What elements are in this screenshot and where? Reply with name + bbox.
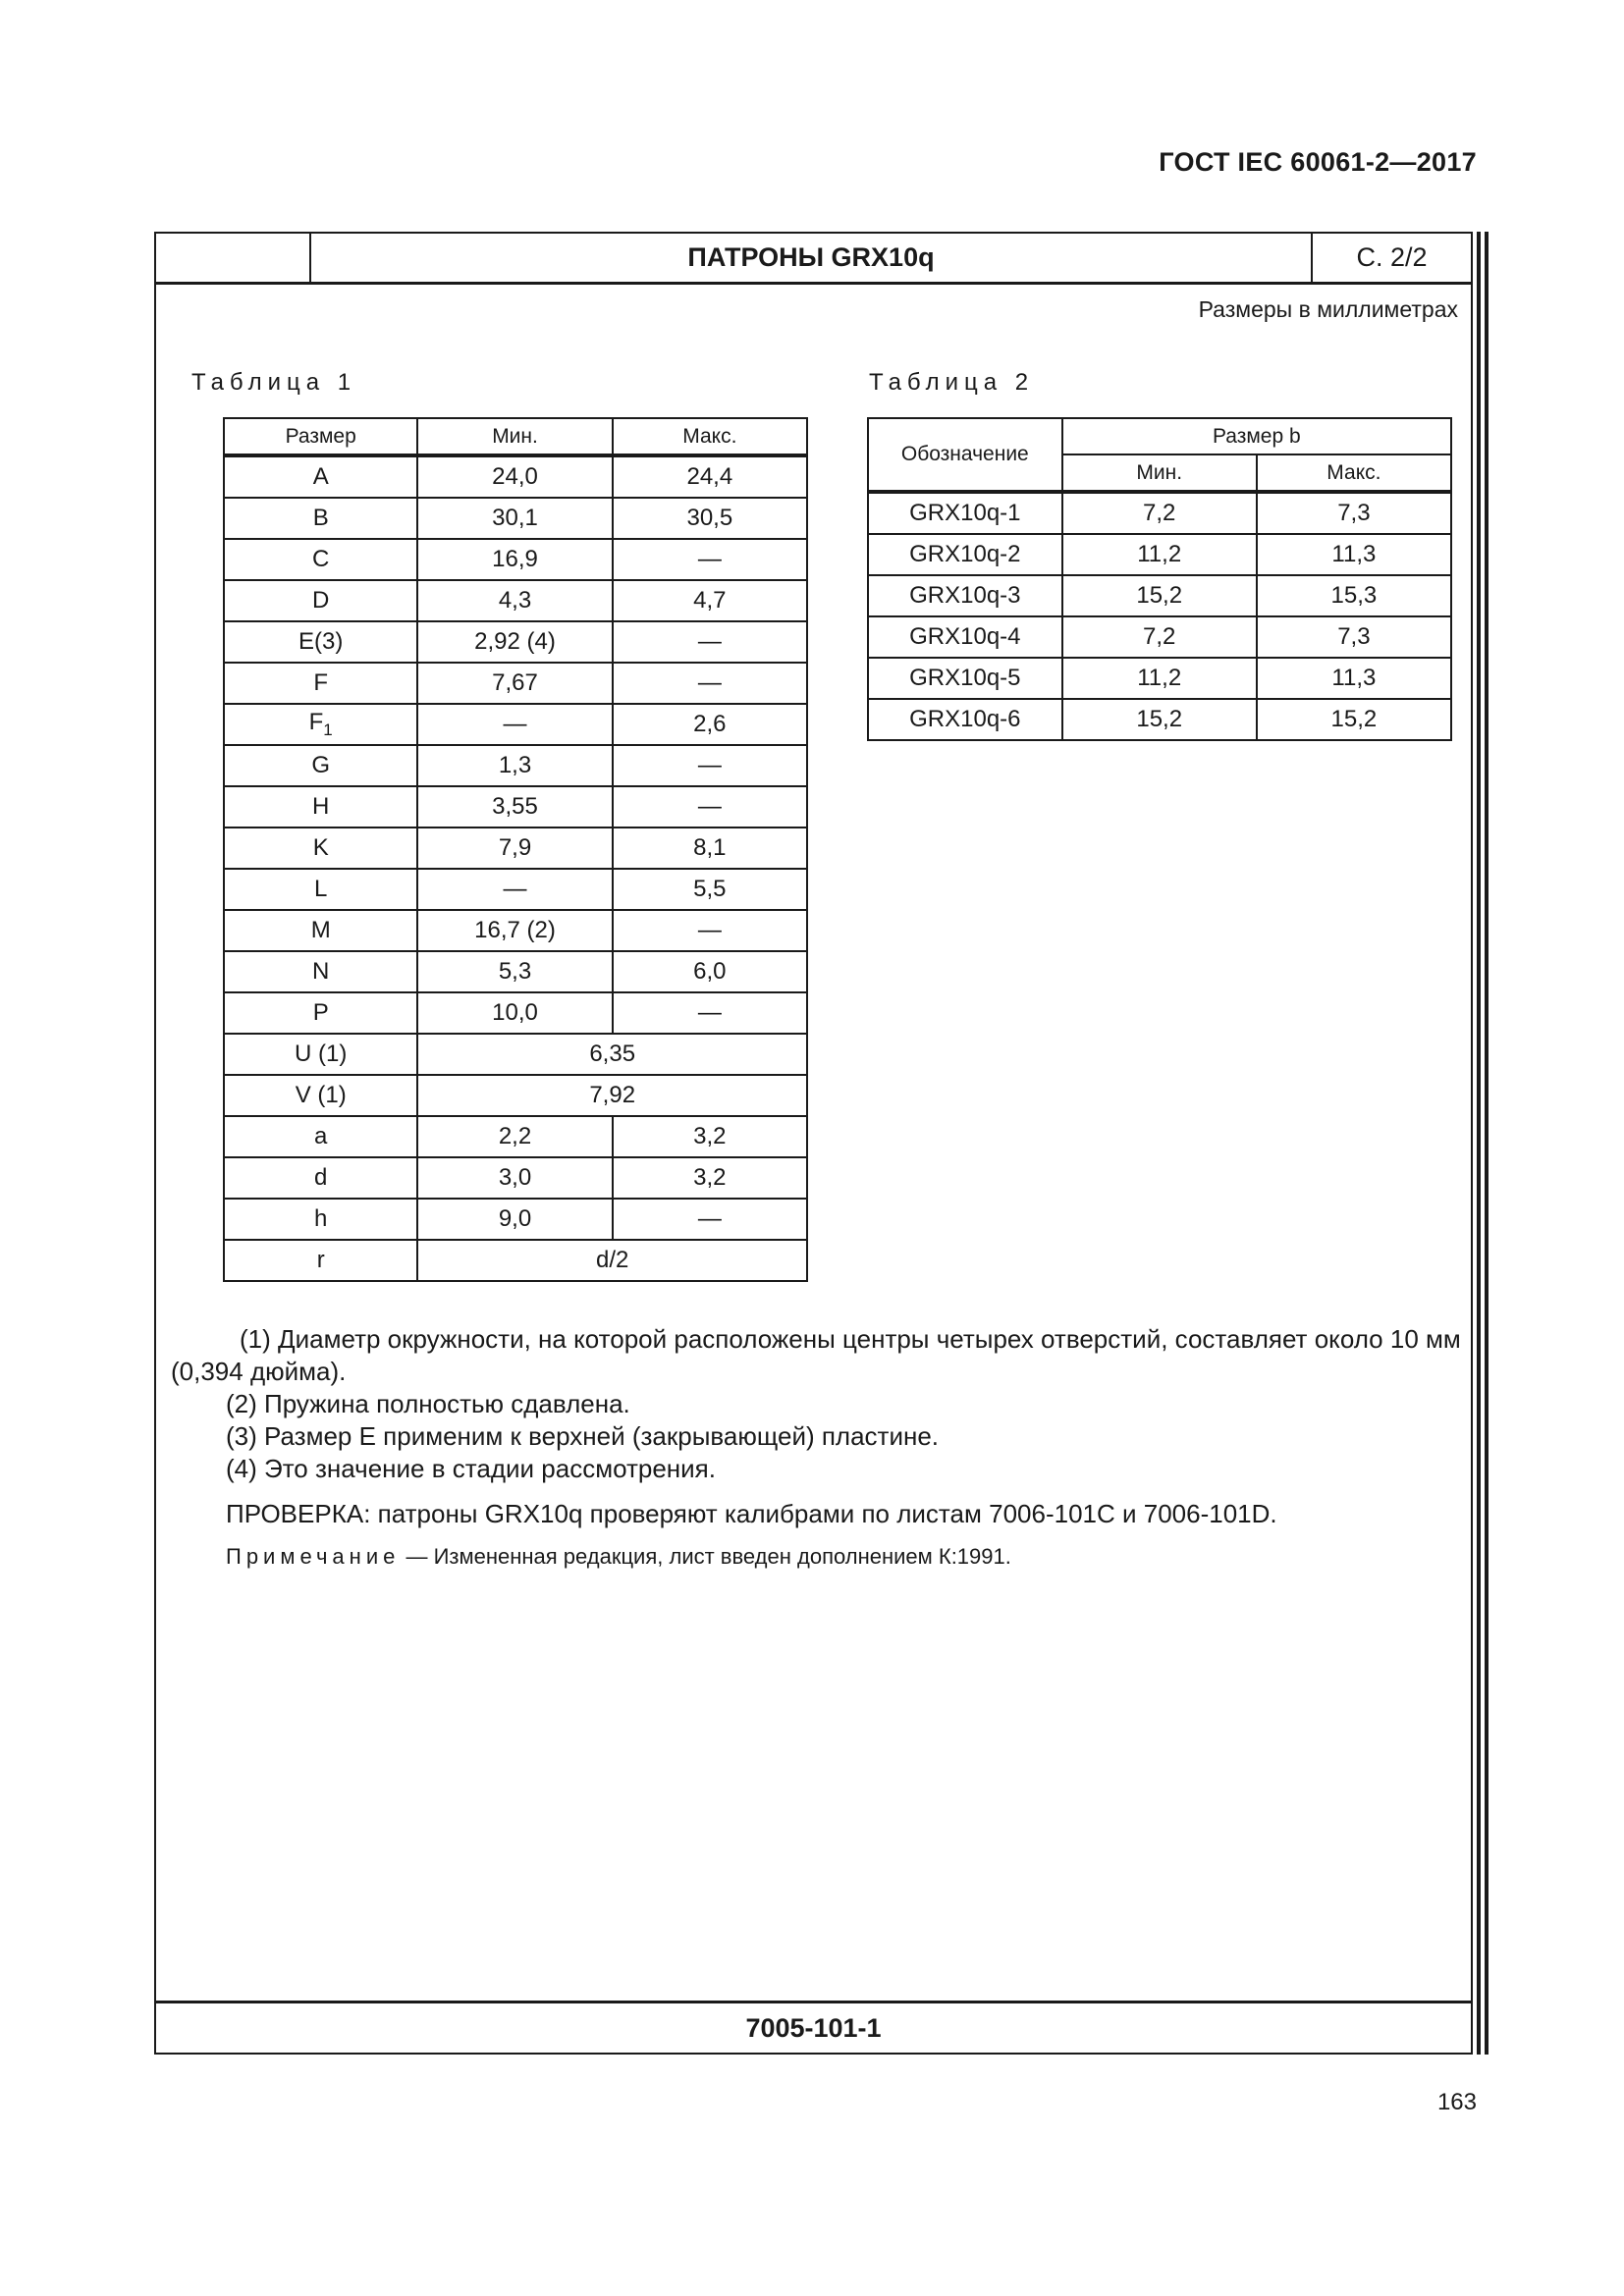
- size-cell: [224, 828, 417, 869]
- min-cell: 15,2: [1062, 699, 1257, 740]
- notes-block: [156, 1323, 1471, 1573]
- table-row: [224, 455, 807, 498]
- dimensions-table: [223, 417, 808, 1282]
- size-cell: [224, 745, 417, 786]
- max-cell: 3,2: [613, 1116, 807, 1157]
- table-row: [868, 616, 1451, 658]
- size-label: G: [311, 752, 331, 778]
- table-row: [224, 621, 807, 663]
- min-cell: 5,3: [417, 951, 612, 992]
- size-label: H: [312, 793, 330, 820]
- min-cell: 2,92 (4): [417, 621, 612, 663]
- table-row: [224, 828, 807, 869]
- table-row: [224, 1240, 807, 1281]
- table1-header-size: Размер: [224, 418, 417, 455]
- standard-number: ГОСТ IEC 60061-2—2017: [1159, 147, 1477, 177]
- size-cell: [224, 621, 417, 663]
- size-cell: [224, 1199, 417, 1240]
- sheet-footer: 7005-101-1: [156, 2001, 1471, 2053]
- value-cell: 7,92: [417, 1075, 807, 1116]
- max-cell: 4,7: [613, 580, 807, 621]
- table-row: [224, 910, 807, 951]
- min-cell: 10,0: [417, 992, 612, 1034]
- size-cell: [224, 455, 417, 498]
- max-cell: 15,2: [1257, 699, 1451, 740]
- size-label: r: [316, 1247, 325, 1273]
- max-cell: 2,6: [613, 704, 807, 745]
- max-cell: 30,5: [613, 498, 807, 539]
- max-cell: 5,5: [613, 869, 807, 910]
- size-cell: [224, 498, 417, 539]
- designation-cell: GRX10q-5: [868, 658, 1062, 699]
- sheet-page: С. 2/2: [1356, 242, 1428, 272]
- max-cell: 11,3: [1257, 534, 1451, 575]
- table-row: [224, 498, 807, 539]
- table-row: [224, 1199, 807, 1240]
- size-label: K: [312, 834, 329, 861]
- size-cell: [224, 786, 417, 828]
- max-cell: 7,3: [1257, 616, 1451, 658]
- min-cell: 7,2: [1062, 616, 1257, 658]
- table-row: [224, 992, 807, 1034]
- table-row: [224, 951, 807, 992]
- size-label: B: [312, 505, 329, 531]
- max-cell: —: [613, 745, 807, 786]
- max-cell: —: [613, 621, 807, 663]
- min-cell: 4,3: [417, 580, 612, 621]
- size-label: N: [312, 958, 330, 985]
- min-cell: —: [417, 869, 612, 910]
- table-row: [868, 575, 1451, 616]
- max-cell: 6,0: [613, 951, 807, 992]
- size-cell: [224, 704, 417, 745]
- designation-cell: GRX10q-2: [868, 534, 1062, 575]
- min-cell: 9,0: [417, 1199, 612, 1240]
- units-note: Размеры в миллиметрах: [1198, 296, 1458, 322]
- min-cell: —: [417, 704, 612, 745]
- verification-text: ПРОВЕРКА: патроны GRX10q проверяют калибрами по листам 7006-101C и 7006-101D.: [226, 1499, 1277, 1528]
- table2-caption: Таблица 2: [869, 369, 1035, 396]
- value-cell: 6,35: [417, 1034, 807, 1075]
- sheet-header: [156, 234, 1471, 285]
- table2-header-designation: Обозначение: [868, 418, 1062, 492]
- header-blank-cell: [156, 234, 311, 282]
- min-cell: 24,0: [417, 455, 612, 498]
- designation-cell: GRX10q-1: [868, 492, 1062, 534]
- max-cell: 15,3: [1257, 575, 1451, 616]
- min-cell: 3,0: [417, 1157, 612, 1199]
- table-row: [224, 539, 807, 580]
- size-cell: [224, 869, 417, 910]
- table-row: [868, 534, 1451, 575]
- size-cell: [224, 1157, 417, 1199]
- min-cell: 7,67: [417, 663, 612, 704]
- page-number: 163: [1436, 2089, 1477, 2115]
- size-cell: [224, 951, 417, 992]
- min-cell: 15,2: [1062, 575, 1257, 616]
- size-cell: [224, 539, 417, 580]
- footnote-2: (2) Пружина полностью сдавлена.: [226, 1389, 630, 1418]
- sheet-title: ПАТРОНЫ GRX10q: [311, 234, 1313, 282]
- size-label: V (1): [295, 1082, 347, 1108]
- max-cell: —: [613, 992, 807, 1034]
- min-cell: 30,1: [417, 498, 612, 539]
- size-cell: [224, 910, 417, 951]
- size-label: U (1): [295, 1041, 348, 1067]
- designation-cell: GRX10q-4: [868, 616, 1062, 658]
- table-row: [224, 1157, 807, 1199]
- remark: [156, 1540, 1471, 1573]
- size-cell: [224, 1116, 417, 1157]
- footnote-4: (4) Это значение в стадии рассмотрения.: [226, 1454, 716, 1483]
- designation-cell: GRX10q-3: [868, 575, 1062, 616]
- sheet-frame: [154, 232, 1473, 2055]
- size-label: A: [312, 463, 329, 490]
- table1-header-min: Мин.: [417, 418, 612, 455]
- frame-rail: [1477, 232, 1481, 2055]
- table-row: [224, 1116, 807, 1157]
- table-row: [224, 663, 807, 704]
- min-cell: 16,9: [417, 539, 612, 580]
- size-label: D: [312, 587, 330, 614]
- size-label: d: [314, 1164, 328, 1191]
- table-row: [224, 704, 807, 745]
- min-cell: 3,55: [417, 786, 612, 828]
- max-cell: 3,2: [613, 1157, 807, 1199]
- table2-header-min: Мин.: [1062, 454, 1257, 492]
- table-row: [868, 658, 1451, 699]
- size-label: P: [312, 999, 329, 1026]
- size-label: F: [313, 669, 329, 696]
- size-subscript: 1: [323, 720, 333, 739]
- table-row: [868, 492, 1451, 534]
- min-cell: 2,2: [417, 1116, 612, 1157]
- size-cell: [224, 663, 417, 704]
- max-cell: 24,4: [613, 455, 807, 498]
- size-cell: [224, 1075, 417, 1116]
- max-cell: 11,3: [1257, 658, 1451, 699]
- table1-header-max: Макс.: [613, 418, 807, 455]
- size-label: M: [310, 917, 331, 943]
- designation-cell: GRX10q-6: [868, 699, 1062, 740]
- min-cell: 1,3: [417, 745, 612, 786]
- max-cell: 8,1: [613, 828, 807, 869]
- size-label: h: [314, 1205, 328, 1232]
- max-cell: —: [613, 786, 807, 828]
- min-cell: 11,2: [1062, 658, 1257, 699]
- size-label: a: [314, 1123, 328, 1149]
- size-cell: [224, 992, 417, 1034]
- max-cell: —: [613, 539, 807, 580]
- max-cell: —: [613, 663, 807, 704]
- footnote-1: (1) Диаметр окружности, на которой расположены центры четырех отверстий, составляет около 10 мм (0,394 дюйма).: [171, 1324, 1461, 1386]
- min-cell: 7,2: [1062, 492, 1257, 534]
- table-row: [224, 869, 807, 910]
- table1-header-row: [224, 418, 807, 455]
- table-row: [224, 786, 807, 828]
- max-cell: 7,3: [1257, 492, 1451, 534]
- size-cell: [224, 1034, 417, 1075]
- table-row: [868, 699, 1451, 740]
- table-row: [224, 580, 807, 621]
- max-cell: —: [613, 1199, 807, 1240]
- size-cell: [224, 1240, 417, 1281]
- size-label: F: [308, 709, 324, 736]
- min-cell: 11,2: [1062, 534, 1257, 575]
- table2-header-max: Макс.: [1257, 454, 1451, 492]
- min-cell: 16,7 (2): [417, 910, 612, 951]
- min-cell: 7,9: [417, 828, 612, 869]
- designation-table: [867, 417, 1452, 741]
- size-cell: [224, 580, 417, 621]
- table-row: [224, 1075, 807, 1116]
- size-label: C: [312, 546, 330, 572]
- remark-text: — Измененная редакция, лист введен дополнением К:1991.: [400, 1544, 1011, 1569]
- frame-rail: [1485, 232, 1489, 2055]
- remark-label: Примечание: [226, 1544, 401, 1569]
- table-row: [224, 1034, 807, 1075]
- size-label: L: [314, 876, 328, 902]
- footnote-3: (3) Размер E применим к верхней (закрывающей) пластине.: [226, 1421, 940, 1451]
- value-cell: d/2: [417, 1240, 807, 1281]
- max-cell: —: [613, 910, 807, 951]
- table-row: [224, 745, 807, 786]
- table2-header-size-b: Размер b: [1062, 418, 1451, 454]
- table1-caption: Таблица 1: [191, 369, 357, 396]
- size-label: E(3): [298, 628, 344, 655]
